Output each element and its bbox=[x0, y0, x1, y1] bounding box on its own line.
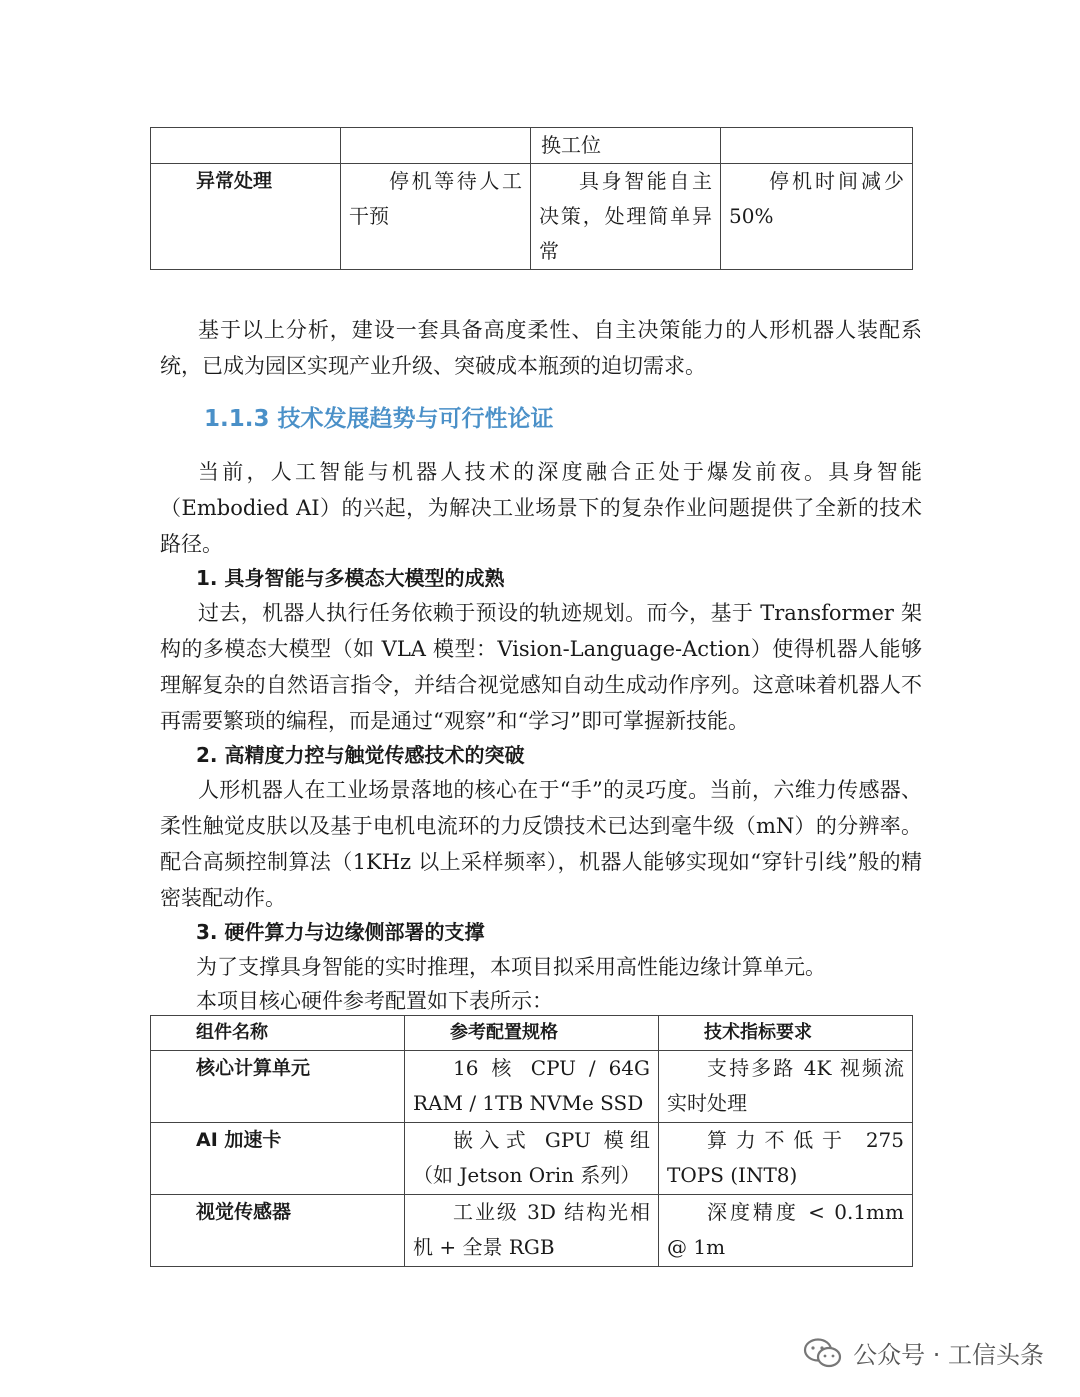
table-row bbox=[151, 128, 913, 164]
table-cell bbox=[721, 128, 913, 164]
table-row bbox=[151, 1195, 913, 1267]
column-header: 组件名称 bbox=[151, 1016, 405, 1051]
wechat-icon bbox=[803, 1337, 843, 1369]
paragraph: 为了支撑具身智能的实时推理，本项目拟采用高性能边缘计算单元。 bbox=[196, 955, 826, 979]
subheading: 1. 具身智能与多模态大模型的成熟 bbox=[196, 566, 505, 590]
paragraph: 基于以上分析，建设一套具备高度柔性、自主决策能力的人形机器人装配系统，已成为园区实现产业升级、突破成本瓶颈的迫切需求。 bbox=[160, 318, 922, 378]
table-row bbox=[151, 1123, 913, 1195]
footer-text: 公众号 · 工信头条 bbox=[853, 1341, 1044, 1369]
footer-watermark bbox=[803, 1335, 1044, 1370]
table-cell: 停机时间减少50% bbox=[721, 164, 913, 270]
table-cell: 算力不低于 275 TOPS (INT8) bbox=[659, 1123, 913, 1195]
table-cell: 支持多路 4K 视频流实时处理 bbox=[659, 1051, 913, 1123]
row-label: AI 加速卡 bbox=[151, 1123, 405, 1195]
paragraph: 本项目核心硬件参考配置如下表所示： bbox=[196, 989, 553, 1013]
subheading: 2. 高精度力控与触觉传感技术的突破 bbox=[196, 743, 525, 767]
section-title: 1.1.3 技术发展趋势与可行性论证 bbox=[204, 406, 554, 432]
table-cell: 嵌入式 GPU 模组（如 Jetson Orin 系列） bbox=[405, 1123, 659, 1195]
subheading: 3. 硬件算力与边缘侧部署的支撑 bbox=[196, 920, 485, 944]
comparison-table bbox=[150, 127, 913, 270]
table-cell: 具身智能自主决策，处理简单异常 bbox=[531, 164, 721, 270]
table-cell bbox=[341, 128, 531, 164]
table-cell: 停机等待人工干预 bbox=[341, 164, 531, 270]
column-header: 参考配置规格 bbox=[405, 1016, 659, 1051]
hardware-config-table bbox=[150, 1015, 913, 1267]
paragraph: 过去，机器人执行任务依赖于预设的轨迹规划。而今，基于 Transformer 架构的多模态大模型（如 VLA 模型：Vision-Language-Action）使得机器人能够理解复杂的自然语言指令，并结合视觉感知自动生成动作序列。这意味着机器人不再需要繁琐的编程，而是通过“观察”和“学习”即可掌握新技能。 bbox=[160, 601, 922, 733]
column-header: 技术指标要求 bbox=[659, 1016, 913, 1051]
paragraph: 当前，人工智能与机器人技术的深度融合正处于爆发前夜。具身智能（Embodied AI）的兴起，为解决工业场景下的复杂作业问题提供了全新的技术路径。 bbox=[160, 460, 922, 556]
table-cell: 换工位 bbox=[531, 128, 721, 164]
table-cell: 深度精度 < 0.1mm @ 1m bbox=[659, 1195, 913, 1267]
paragraph: 人形机器人在工业场景落地的核心在于“手”的灵巧度。当前，六维力传感器、柔性触觉皮肤以及基于电机电流环的力反馈技术已达到毫牛级（mN）的分辨率。配合高频控制算法（1KHz 以上采样频率），机器人能够实现如“穿针引线”般的精密装配动作。 bbox=[160, 778, 922, 910]
row-label: 异常处理 bbox=[151, 164, 341, 270]
table-cell: 工业级 3D 结构光相机 + 全景 RGB bbox=[405, 1195, 659, 1267]
table-cell: 16 核 CPU / 64G RAM / 1TB NVMe SSD bbox=[405, 1051, 659, 1123]
table-header-row bbox=[151, 1016, 913, 1051]
table-row bbox=[151, 164, 913, 270]
row-label: 视觉传感器 bbox=[151, 1195, 405, 1267]
row-label: 核心计算单元 bbox=[151, 1051, 405, 1123]
table-cell bbox=[151, 128, 341, 164]
table-row bbox=[151, 1051, 913, 1123]
